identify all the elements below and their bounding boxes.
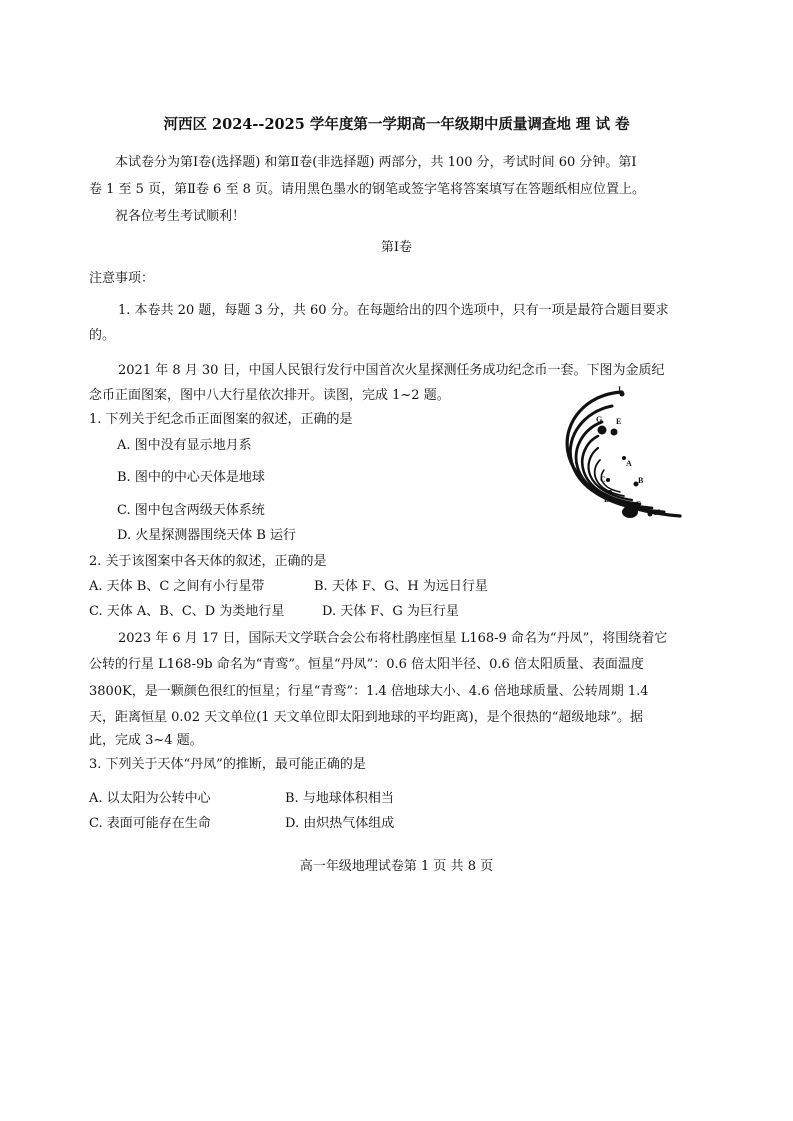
question-2-option-a: A. 天体 B、C 之间有小行星带 bbox=[89, 579, 265, 594]
section-title: 第Ⅰ卷 bbox=[380, 240, 413, 255]
label-d: D bbox=[604, 495, 610, 504]
passage-2-line-4: 天，距离恒星 0.02 天文单位(1 天文单位即太阳到地球的平均距离)，是个很热的“超级地球”。据 bbox=[89, 710, 644, 725]
question-3-option-b: B. 与地球体积相当 bbox=[285, 791, 394, 806]
label-a: A bbox=[626, 459, 632, 468]
question-3-option-c: C. 表面可能存在生命 bbox=[89, 816, 211, 831]
label-e: E bbox=[616, 417, 622, 426]
question-2-stem: 2. 关于该图案中各天体的叙述，正确的是 bbox=[89, 554, 327, 569]
question-3-option-a: A. 以太阳为公转中心 bbox=[89, 791, 211, 806]
passage-1-line-2: 念币正面图案，图中八大行星依次排开。读图，完成 1~2 题。 bbox=[89, 388, 450, 403]
question-1-option-a: A. 图中没有显示地月系 bbox=[117, 438, 252, 453]
label-c: C bbox=[600, 475, 606, 484]
notes-item-1-line-1: 1. 本卷共 20 题，每题 3 分，共 60 分。在每题给出的四个选项中，只有一项是最符合题目要求 bbox=[118, 303, 669, 318]
question-2-option-d: D. 天体 F、G 为巨行星 bbox=[322, 604, 459, 619]
question-3-option-d: D. 由炽热气体组成 bbox=[285, 816, 395, 831]
intro-line-1: 本试卷分为第Ⅰ卷(选择题) 和第Ⅱ卷(非选择题) 两部分，共 100 分，考试时间 60 分钟。第Ⅰ bbox=[115, 155, 637, 170]
page-title: 河西区 2024--2025 学年度第一学期高一年级期中质量调查地 理 试 卷 bbox=[163, 116, 630, 133]
intro-line-2: 卷 1 至 5 页，第Ⅱ卷 6 至 8 页。请用黑色墨水的钢笔或签字笔将答案填写在答题纸相应位置上。 bbox=[89, 182, 645, 197]
intro-wish: 祝各位考生考试顺利！ bbox=[115, 209, 246, 224]
question-1-option-d: D. 火星探测器围绕天体 B 运行 bbox=[117, 528, 297, 543]
label-b: B bbox=[638, 476, 644, 485]
question-3-stem: 3. 下列关于天体“丹凤”的推断，最可能正确的是 bbox=[89, 757, 366, 772]
label-h: H bbox=[654, 508, 661, 517]
coin-orbit-figure bbox=[540, 384, 700, 544]
question-2-option-c: C. 天体 A、B、C、D 为类地行星 bbox=[89, 604, 285, 619]
question-1-option-b: B. 图中的中心天体是地球 bbox=[117, 470, 265, 485]
passage-2-line-2: 公转的行星 L168-9b 命名为“青鸾”。恒星“丹凤”：0.6 倍太阳半径、0.6 倍太阳质量、表面温度 bbox=[89, 657, 644, 672]
question-2-option-b: B. 天体 F、G、H 为远日行星 bbox=[314, 579, 488, 594]
passage-2-line-1: 2023 年 6 月 17 日，国际天文学联合会公布将杜鹃座恒星 L168-9 命名为“丹凤”，将围绕着它 bbox=[118, 631, 668, 646]
passage-1-line-1: 2021 年 8 月 30 日，中国人民银行发行中国首次火星探测任务成功纪念币一套。下图为金质纪 bbox=[118, 363, 665, 378]
label-g: G bbox=[596, 415, 603, 424]
planet-c bbox=[606, 478, 610, 482]
planet-f bbox=[624, 504, 628, 508]
page-footer: 高一年级地理试卷第 1 页 共 8 页 bbox=[299, 859, 494, 874]
question-1-option-c: C. 图中包含两级天体系统 bbox=[117, 503, 265, 518]
planet-h bbox=[648, 512, 653, 517]
planet-g bbox=[598, 426, 607, 435]
label-i: I bbox=[618, 385, 622, 394]
passage-2-line-5: 此，完成 3~4 题。 bbox=[89, 733, 203, 748]
label-f: F bbox=[636, 500, 641, 509]
question-1-stem: 1. 下列关于纪念币正面图案的叙述，正确的是 bbox=[89, 412, 353, 427]
planet-d bbox=[608, 490, 612, 494]
notes-label: 注意事项： bbox=[89, 271, 155, 286]
notes-item-1-line-2: 的。 bbox=[89, 328, 116, 343]
planet-e bbox=[611, 429, 618, 436]
passage-2-line-3: 3800K，是一颗颜色很红的恒星；行星“青鸾”：1.4 倍地球大小、4.6 倍地球质量、公转周期 1.4 bbox=[89, 684, 649, 699]
